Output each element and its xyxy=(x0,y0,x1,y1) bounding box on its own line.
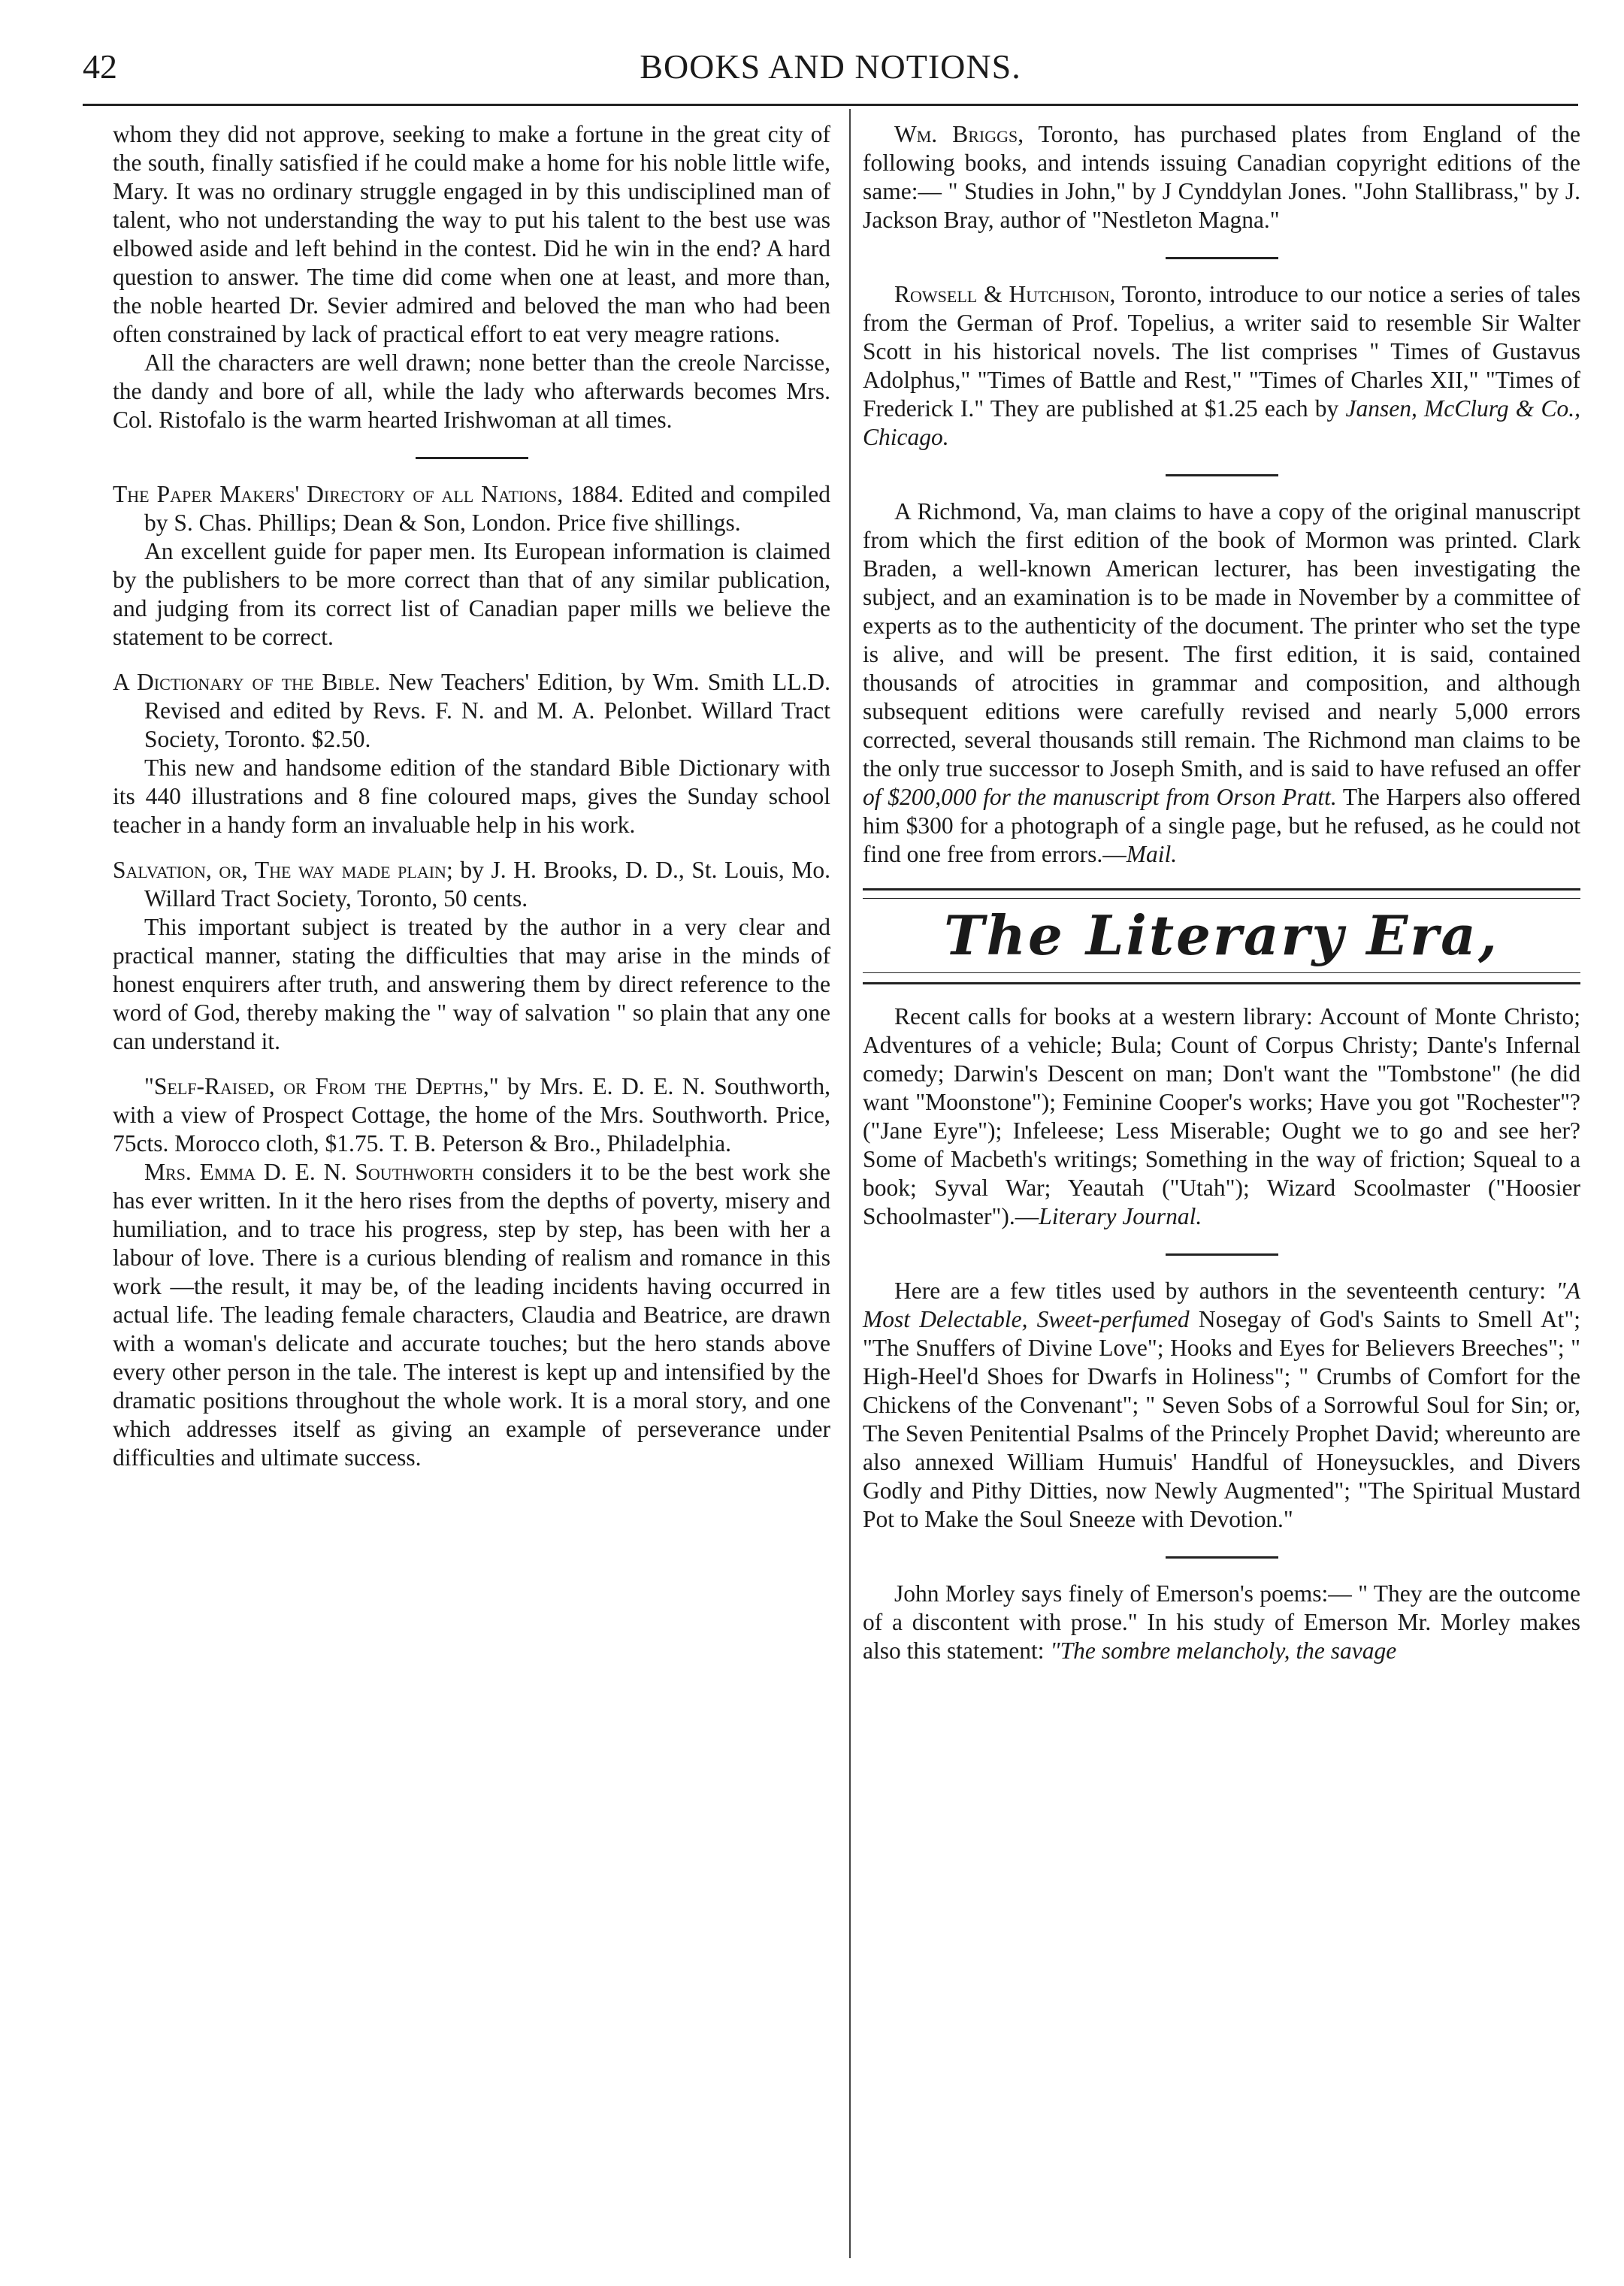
italic-title: "A Most Delectable, Sweet-perfumed xyxy=(863,1278,1580,1332)
right-column xyxy=(863,120,1580,1665)
masthead-box xyxy=(863,888,1580,984)
section-separator xyxy=(1166,1253,1278,1256)
author-name: Mrs. Emma D. E. N. Southworth xyxy=(144,1159,474,1185)
body-continued: The Harpers also offered him $300 for a photograph of a single page, but he refused, as he could not find one free from errors.— xyxy=(863,784,1580,867)
intro: Here are a few titles used by authors in the seventeenth century: xyxy=(894,1278,1556,1304)
review-body-self-raised xyxy=(113,1158,830,1472)
section-separator xyxy=(1166,257,1278,259)
column-divider xyxy=(849,109,851,2258)
section-masthead: The Literary Era, xyxy=(944,903,1499,967)
review-body-paper-makers: An excellent guide for paper men. Its European information is claimed by the publishers to be more correct than that of any similar publication, and judging from its correct list of Canadian paper mills we believe the statement to be correct. xyxy=(113,538,830,650)
body: John Morley says finely of Emerson's poems:— " They are the outcome of a discontent with prose." In his study of Emerson Mr. Morley makes also this statement: xyxy=(863,1580,1580,1664)
body: considers it to be the best work she has ever written. In it the hero rises from the depths of poverty, misery and humiliation, and to trace his progress, step by step, has been with her a labour of love. There is a curious blending of realism and romance in this work —the result, it may be, of the leading incidents having occurred in actual life. The leading female characters, Claudia and Beatrice, are drawn with a woman's delicate and accurate touches; but the hero stands above every other person in the tale. The interest is kept up and intensified by the dramatic positions throughout the whole work. It is a moral story, and one which addresses itself as giving an example of perseverance under difficulties and ultimate success. xyxy=(113,1159,830,1471)
title: Salvation, or, The way made plain; xyxy=(113,857,453,883)
name: Rowsell & Hutchison xyxy=(894,281,1110,307)
notice-briggs xyxy=(863,120,1580,234)
details: New Teachers' Edition, by Wm. Smith LL.D. Revised and edited by Revs. F. N. and M. A. Pelonbet. Willard Tract Society, Toronto. $2.50. xyxy=(144,669,831,752)
title: A Dictionary of the Bible. xyxy=(113,669,381,695)
left-column xyxy=(113,120,830,1472)
header-rule xyxy=(83,104,1578,106)
notice-rowsell xyxy=(863,280,1580,452)
running-head: BOOKS AND NOTIONS. xyxy=(640,47,1021,86)
details: by Mrs. E. D. E. N. Southworth, with a view of Prospect Cottage, the home of the Mrs. Southworth. Price, 75cts. Morocco cloth, $1.75. T. B. Peterson & Bro., Philadelphia. xyxy=(113,1073,831,1157)
era-seventeenth-century-titles xyxy=(863,1277,1580,1534)
details: 1884. Edited and compiled by S. Chas. Phillips; Dean & Son, London. Price five shillings. xyxy=(144,481,830,536)
body: Nosegay of God's Saints to Smell At"; "The Snuffers of Divine Love"; Hooks and Eyes for Believers Breeches"; " High-Heel'd Shoes for Dwarfs in Holiness"; " Crumbs of Comfort for the Chickens of the Convenant"; " Seven Sobs of a Sorrowful Soul for Sin; or, The Seven Penitential Psalms of the Princely Prophet David; whereunto are also annexed William Humuis' Handful of Honeysuckles, and Divers Godly and Pithy Ditties, now Newly Augmented"; "The Spiritual Mustard Pot to Make the Soul Sneeze with Devotion." xyxy=(863,1306,1580,1532)
notice-richmond xyxy=(863,497,1580,869)
review-continuation: whom they did not approve, seeking to make a fortune in the great city of the south, finally satisfied if he could make a home for his noble little wife, Mary. It was no ordinary struggle engaged in by this undisciplined man of talent, who not understanding the way to put his talent to the best use was elbowed aside and left behind in the contest. Did he win in the end? A hard question to answer. The time did come when one at least, and more than, the noble hearted Dr. Sevier admired and beloved the man who had been often constrained by lack of practical effort to eat very meagre rations. xyxy=(113,121,830,347)
body: A Richmond, Va, man claims to have a copy of the original manuscript from which the first edition of the book of Mormon was printed. Clark Braden, a well-known American lecturer, has been investigating the subject, and an examination is to be made in November by a committee of experts as to the authenticity of the document. The printer who set the type is alive, and will be present. The first edition, it is said, contained thousands of atrocities in grammar and composition, and although subsequent editions were carefully revised and nearly 5,000 errors corrected, several thousands still remain. The Richmond man claims to be the only true successor to Joseph Smith, and is said to have refused an offer xyxy=(863,498,1580,782)
section-separator xyxy=(1166,1556,1278,1559)
review-heading-dictionary xyxy=(113,668,830,754)
body: , Toronto, has purchased plates from England of the following books, and intends issuing Canadian copyright editions of the same:— " Studies in John," by J Cynddylan Jones. "John Stallibrass," by J. Jackson Bray, author of "Nestleton Magna." xyxy=(863,121,1580,233)
review-body-salvation: This important subject is treated by the author in a very clear and practical manner, stating the difficulties that may arise in the minds of honest enquirers after truth, and answering them by direct reference to the word of God, thereby making the " way of salvation " so plain that any one can understand it. xyxy=(113,914,830,1054)
review-heading-self-raised xyxy=(113,1072,830,1158)
section-separator xyxy=(1166,474,1278,476)
italic-offer: of $200,000 for the manuscript from Orson Pratt. xyxy=(863,784,1337,810)
review-characters: All the characters are well drawn; none better than the creole Narcisse, the dandy and bore of all, while the lady who afterwards becomes Mrs. Col. Ristofalo is the warm hearted Irishwoman at all times. xyxy=(113,349,830,433)
body: Recent calls for books at a western library: Account of Monte Christo; Adventures of a vehicle; Bula; Count of Corpus Christy; Dante's Infernal comedy; Darwin's Descent on man; Don't want the "Tombstone" (he did want "Moonstone"); Feminine Cooper's works; Have you got "Rochester"? ("Jane Eyre"); Infeleese; Less Miserable; Ought we to go and see her? Some of Macbeth's writings; Something in the way of friction; Squeal to a book; Syval War; Yeautah ("Utah"); Wizard Scoolmaster ("Hoosier Schoolmaster").— xyxy=(863,1003,1580,1229)
review-heading-paper-makers xyxy=(113,480,830,537)
source: Mail. xyxy=(1126,841,1178,867)
era-morley-emerson xyxy=(863,1580,1580,1665)
title: The Paper Makers' Directory of all Nations, xyxy=(113,481,564,507)
review-heading-salvation xyxy=(113,856,830,913)
source: Literary Journal. xyxy=(1039,1203,1202,1229)
page-header xyxy=(83,47,1578,99)
italic-quote: "The sombre melancholy, the savage xyxy=(1050,1637,1397,1664)
page-number: 42 xyxy=(83,47,117,86)
era-library-calls xyxy=(863,1002,1580,1231)
publisher: Jansen, McClurg & Co., Chicago. xyxy=(863,395,1580,450)
section-separator xyxy=(416,457,528,459)
review-body-dictionary: This new and handsome edition of the standard Bible Dictionary with its 440 illustrations and 8 fine coloured maps, gives the Sunday school teacher in a handy form an invaluable help in his work. xyxy=(113,754,830,838)
details: by J. H. Brooks, D. D., St. Louis, Mo. Willard Tract Society, Toronto, 50 cents. xyxy=(144,857,831,912)
name: Wm. Briggs xyxy=(894,121,1018,147)
title: "Self-Raised, or From the Depths," xyxy=(144,1073,499,1099)
body: , Toronto, introduce to our notice a series of tales from the German of Prof. Topelius, a writer said to resemble Sir Walter Scott in his historical novels. The list comprises " Times of Gustavus Adolphus," "Times of Battle and Rest," "Times of Charles XII," "Times of Frederick I." They are published at $1.25 each by xyxy=(863,281,1580,422)
